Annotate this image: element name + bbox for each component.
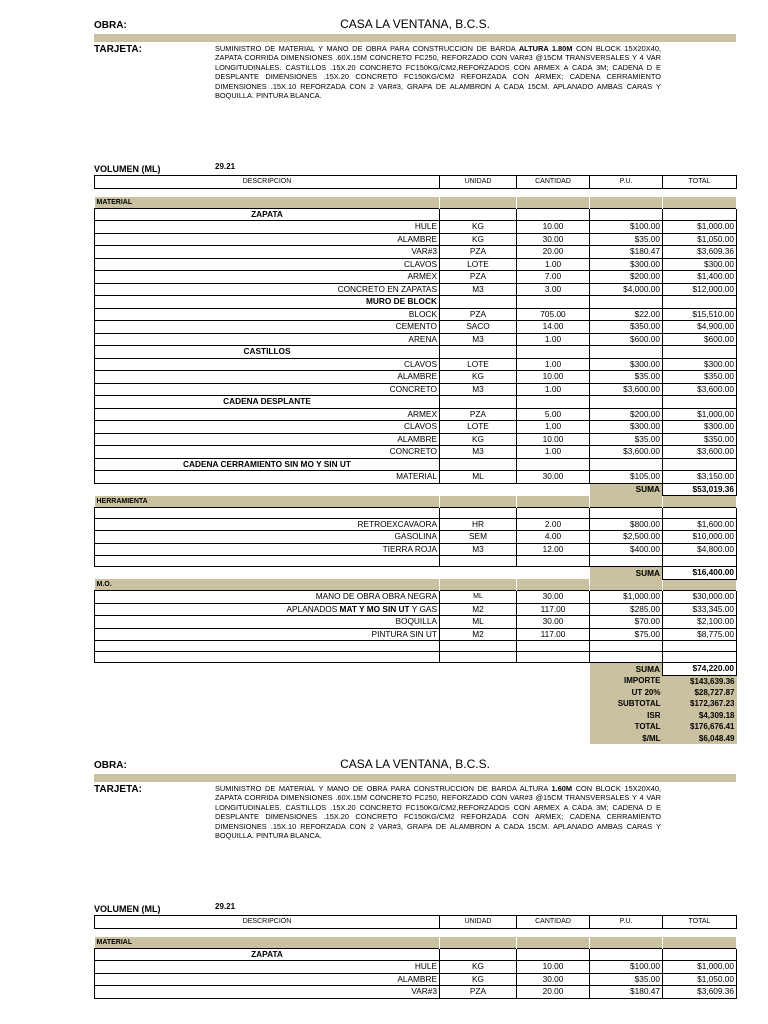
suma-mo-row xyxy=(95,663,737,676)
header-bar xyxy=(94,34,736,42)
row-total: $350.00 xyxy=(663,433,737,446)
suma-herramienta-value: $16,400.00 xyxy=(663,567,737,580)
row-pu: $100.00 xyxy=(590,221,663,234)
summary-label: ISR xyxy=(590,710,663,722)
row-pu: $800.00 xyxy=(590,518,663,531)
suma-herramienta-row xyxy=(95,567,737,580)
table-row xyxy=(95,283,737,296)
row-qty: 5.00 xyxy=(517,408,590,421)
summary-label: SUBTOTAL xyxy=(590,698,663,710)
summary-row xyxy=(95,687,737,699)
tarjeta-label: TARJETA: xyxy=(94,784,142,795)
section-label: HERRAMIENTA xyxy=(95,496,440,508)
table-row xyxy=(95,258,737,271)
row-total: $1,400.00 xyxy=(663,271,737,284)
row-pu: $200.00 xyxy=(590,408,663,421)
row-unit: M3 xyxy=(440,383,517,396)
row-unit: SEM xyxy=(440,531,517,544)
summary-label: $/ML xyxy=(590,733,663,745)
section-material xyxy=(95,197,737,209)
suma-label: SUMA xyxy=(590,567,663,580)
row-desc: BLOCK xyxy=(95,308,440,321)
row-desc: TIERRA ROJA xyxy=(95,543,440,556)
col-descripcion: DESCRIPCION xyxy=(95,176,440,189)
summary-label: UT 20% xyxy=(590,687,663,699)
row-unit: M2 xyxy=(440,603,517,616)
row-unit: ML xyxy=(440,471,517,484)
section-label: M.O. xyxy=(95,579,440,591)
row-desc: MATERIAL xyxy=(95,471,440,484)
summary-row xyxy=(95,721,737,733)
row-desc: ARMEX xyxy=(95,408,440,421)
row-total: $3,600.00 xyxy=(663,383,737,396)
row-unit: M3 xyxy=(440,543,517,556)
row-pu: $35.00 xyxy=(590,233,663,246)
row-total: $1,050.00 xyxy=(663,233,737,246)
tarjeta-description xyxy=(215,44,661,100)
row-total: $10,000.00 xyxy=(663,531,737,544)
tarjeta-block xyxy=(94,44,736,162)
subheader-cadena-cerramiento: CADENA CERRAMIENTO SIN MO Y SIN UT xyxy=(95,458,440,471)
row-pu: $300.00 xyxy=(590,358,663,371)
row-unit: LOTE xyxy=(440,258,517,271)
row-unit: KG xyxy=(440,233,517,246)
row-desc-part: APLANADOS xyxy=(286,603,340,614)
obra-title: CASA LA VENTANA, B.C.S. xyxy=(340,17,490,31)
summary-value: $6,048.49 xyxy=(663,733,737,745)
col-unidad: UNIDAD xyxy=(440,916,517,929)
row-unit: KG xyxy=(440,433,517,446)
row-desc: BOQUILLA xyxy=(95,616,440,629)
row-total: $300.00 xyxy=(663,421,737,434)
table-row xyxy=(95,358,737,371)
row-desc: VAR#3 xyxy=(95,246,440,259)
row-total: $15,510.00 xyxy=(663,308,737,321)
row-qty: 10.00 xyxy=(517,433,590,446)
row-total: $1,600.00 xyxy=(663,518,737,531)
subheader-row xyxy=(95,208,737,221)
row-pu: $200.00 xyxy=(590,271,663,284)
table-row xyxy=(95,986,737,999)
row-total: $2,100.00 xyxy=(663,616,737,629)
blank-row xyxy=(95,507,737,518)
row-qty: 4.00 xyxy=(517,531,590,544)
row-unit: LOTE xyxy=(440,421,517,434)
row-total: $300.00 xyxy=(663,258,737,271)
row-pu: $3,600.00 xyxy=(590,383,663,396)
row-unit: PZA xyxy=(440,408,517,421)
row-total: $1,000.00 xyxy=(663,408,737,421)
row-total: $12,000.00 xyxy=(663,283,737,296)
row-qty: 1.00 xyxy=(517,383,590,396)
column-header-row xyxy=(95,176,737,189)
table-row xyxy=(95,383,737,396)
summary-row xyxy=(95,710,737,722)
row-qty: 117.00 xyxy=(517,603,590,616)
row-total: $1,000.00 xyxy=(663,221,737,234)
row-pu: $300.00 xyxy=(590,258,663,271)
suma-material-row xyxy=(95,483,737,496)
row-desc: ARMEX xyxy=(95,271,440,284)
row-qty: 30.00 xyxy=(517,471,590,484)
table-row xyxy=(95,603,737,616)
subheader-castillos: CASTILLOS xyxy=(95,346,440,359)
blank-row xyxy=(95,556,737,567)
row-qty: 2.00 xyxy=(517,518,590,531)
table-row xyxy=(95,961,737,974)
row-desc: ALAMBRE xyxy=(95,433,440,446)
row-pu: $400.00 xyxy=(590,543,663,556)
row-unit: ML xyxy=(440,616,517,629)
row-pu: $180.47 xyxy=(590,246,663,259)
row-desc: RETROEXCAVAORA xyxy=(95,518,440,531)
row-unit: LOTE xyxy=(440,358,517,371)
section-herramienta xyxy=(95,496,737,508)
row-pu: $75.00 xyxy=(590,628,663,641)
row-pu: $600.00 xyxy=(590,333,663,346)
row-qty: 30.00 xyxy=(517,616,590,629)
table-row xyxy=(95,271,737,284)
tarjeta-text-part: SUMINISTRO DE MATERIAL Y MANO DE OBRA PARA CONSTRUCCION DE BARDA ALTURA xyxy=(215,784,552,793)
row-pu: $100.00 xyxy=(590,961,663,974)
subheader-muro: MURO DE BLOCK xyxy=(95,296,440,309)
volumen-value: 29.21 xyxy=(215,902,236,911)
suma-material-value: $53,019.36 xyxy=(663,483,737,496)
row-unit: PZA xyxy=(440,986,517,999)
row-total: $33,345.00 xyxy=(663,603,737,616)
row-pu: $35.00 xyxy=(590,371,663,384)
summary-rows xyxy=(95,675,737,744)
row-qty: 10.00 xyxy=(517,371,590,384)
row-unit: PZA xyxy=(440,308,517,321)
section-label: MATERIAL xyxy=(95,937,440,949)
row-total: $600.00 xyxy=(663,333,737,346)
row-pu: $70.00 xyxy=(590,616,663,629)
subheader-row xyxy=(95,948,737,961)
row-desc-bold: MAT Y MO SIN UT xyxy=(339,603,410,614)
row-desc: ARENA xyxy=(95,333,440,346)
summary-value: $176,676.41 xyxy=(663,721,737,733)
subheader-zapata: ZAPATA xyxy=(95,948,440,961)
blank-row xyxy=(95,641,737,652)
cerramiento-rows xyxy=(95,471,737,484)
row-desc: GASOLINA xyxy=(95,531,440,544)
row-unit: KG xyxy=(440,973,517,986)
table-row xyxy=(95,233,737,246)
row-total: $1,050.00 xyxy=(663,973,737,986)
row-pu: $35.00 xyxy=(590,433,663,446)
row-desc: HULE xyxy=(95,221,440,234)
table-row xyxy=(95,246,737,259)
row-qty: 14.00 xyxy=(517,321,590,334)
table-row xyxy=(95,616,737,629)
header-bar xyxy=(94,774,736,782)
section-mo xyxy=(95,579,737,591)
tarjeta-text-part: CON BLOCK 15X20X40, ZAPATA CORRIDA DIMENSIONES .60X.15M CONCRETO FC250, REFORZADO CON VAR#3 @15CM TRANSVERSALES Y 4 VAR LONGITUDINALES. CASTILLOS .15X.20 CONCRETO FC150KG/CM2,REFORZADOS CON ARMEX A CADA 3M; CADENA D E DESPLANTE DIMENSIONES .15X.20 CONCRETO FC150KG/CM2 REFORZADA CON ARMEX; CADENA CERRAMIENTO DIMENSIONES .15X.10 REFORZADA CON 2 VAR#3, GRAPA DE ALAMBRON A CADA 15CM. APLANADO AMBAS CARAS Y BOQUILLA. PINTURA BLANCA. xyxy=(215,44,662,101)
row-qty: 20.00 xyxy=(517,246,590,259)
row-qty: 7.00 xyxy=(517,271,590,284)
row-qty: 3.00 xyxy=(517,283,590,296)
obra-row xyxy=(94,757,736,774)
summary-value: $4,309.18 xyxy=(663,710,737,722)
row-qty: 30.00 xyxy=(517,973,590,986)
row-pu: $350.00 xyxy=(590,321,663,334)
row-desc: PINTURA SIN UT xyxy=(95,628,440,641)
tarjeta-text-height: 1.60M xyxy=(551,784,573,793)
obra-label: OBRA: xyxy=(94,20,127,31)
subheader-row xyxy=(95,346,737,359)
row-pu: $180.47 xyxy=(590,986,663,999)
row-desc: HULE xyxy=(95,961,440,974)
row-unit: M3 xyxy=(440,333,517,346)
volumen-value: 29.21 xyxy=(215,162,236,171)
section-label: MATERIAL xyxy=(95,197,440,209)
row-total: $1,000.00 xyxy=(663,961,737,974)
obra-row xyxy=(94,17,736,34)
sheet-1 xyxy=(94,17,736,744)
castillos-rows xyxy=(95,358,737,396)
row-total: $8,775.00 xyxy=(663,628,737,641)
row-qty: 1.00 xyxy=(517,258,590,271)
row-desc: CONCRETO xyxy=(95,446,440,459)
row-desc-part: Y GAS xyxy=(409,603,437,614)
row-desc: MANO DE OBRA OBRA NEGRA xyxy=(95,591,440,604)
row-total: $3,609.36 xyxy=(663,986,737,999)
col-cantidad: CANTIDAD xyxy=(517,916,590,929)
volumen-row xyxy=(94,902,736,914)
row-pu: $1,000.00 xyxy=(590,591,663,604)
table-row xyxy=(95,543,737,556)
table-row xyxy=(95,221,737,234)
col-unidad: UNIDAD xyxy=(440,176,517,189)
row-total: $3,150.00 xyxy=(663,471,737,484)
row-pu: $3,600.00 xyxy=(590,446,663,459)
suma-label: SUMA xyxy=(590,483,663,496)
row-unit: M3 xyxy=(440,283,517,296)
tarjeta-description xyxy=(215,784,661,840)
col-total: TOTAL xyxy=(663,916,737,929)
row-desc: CONCRETO EN ZAPATAS xyxy=(95,283,440,296)
subheader-zapata: ZAPATA xyxy=(95,208,440,221)
table-row xyxy=(95,591,737,604)
row-desc: ALAMBRE xyxy=(95,973,440,986)
desplante-rows xyxy=(95,408,737,458)
row-unit: KG xyxy=(440,371,517,384)
table-row xyxy=(95,471,737,484)
row-unit: PZA xyxy=(440,246,517,259)
column-header-row xyxy=(95,916,737,929)
subheader-cadena-desplante: CADENA DESPLANTE xyxy=(95,396,440,409)
table-row xyxy=(95,333,737,346)
table-row xyxy=(95,308,737,321)
table-row xyxy=(95,973,737,986)
row-unit: ML xyxy=(440,591,517,604)
row-unit: M3 xyxy=(440,446,517,459)
row-pu: $4,000.00 xyxy=(590,283,663,296)
row-qty: 12.00 xyxy=(517,543,590,556)
row-total: $30,000.00 xyxy=(663,591,737,604)
spacer-row xyxy=(95,188,737,197)
suma-mo-value: $74,220.00 xyxy=(663,663,737,676)
tarjeta-block xyxy=(94,784,736,902)
row-total: $3,609.36 xyxy=(663,246,737,259)
row-pu: $105.00 xyxy=(590,471,663,484)
row-qty: 10.00 xyxy=(517,961,590,974)
col-descripcion: DESCRIPCION xyxy=(95,916,440,929)
summary-label: IMPORTE xyxy=(590,675,663,687)
summary-value: $28,727.87 xyxy=(663,687,737,699)
table-row xyxy=(95,446,737,459)
table-row xyxy=(95,371,737,384)
volumen-label: VOLUMEN (ML) xyxy=(94,164,161,174)
row-pu: $285.00 xyxy=(590,603,663,616)
subheader-row xyxy=(95,396,737,409)
row-pu: $22.00 xyxy=(590,308,663,321)
row-total: $4,800.00 xyxy=(663,543,737,556)
row-pu: $35.00 xyxy=(590,973,663,986)
zapata-rows xyxy=(95,961,737,999)
cost-table xyxy=(94,915,737,999)
row-qty: 117.00 xyxy=(517,628,590,641)
row-pu: $2,500.00 xyxy=(590,531,663,544)
summary-value: $143,639.36 xyxy=(663,675,737,687)
row-unit: HR xyxy=(440,518,517,531)
summary-row xyxy=(95,675,737,687)
spacer-row xyxy=(95,928,737,937)
blank-row xyxy=(95,652,737,663)
col-total: TOTAL xyxy=(663,176,737,189)
row-unit: KG xyxy=(440,221,517,234)
row-unit: SACO xyxy=(440,321,517,334)
cost-table xyxy=(94,175,737,744)
volumen-row xyxy=(94,162,736,174)
tarjeta-text-height: ALTURA 1.80M xyxy=(518,44,573,53)
col-pu: P.U. xyxy=(590,176,663,189)
row-desc: CLAVOS xyxy=(95,258,440,271)
herramienta-rows xyxy=(95,518,737,556)
row-desc: VAR#3 xyxy=(95,986,440,999)
section-material xyxy=(95,937,737,949)
table-row xyxy=(95,408,737,421)
suma-label: SUMA xyxy=(590,663,663,676)
sheet-2 xyxy=(94,757,736,999)
row-qty: 1.00 xyxy=(517,333,590,346)
table-row xyxy=(95,421,737,434)
row-total: $4,900.00 xyxy=(663,321,737,334)
row-qty: 30.00 xyxy=(517,591,590,604)
row-pu: $300.00 xyxy=(590,421,663,434)
row-desc: CLAVOS xyxy=(95,358,440,371)
col-pu: P.U. xyxy=(590,916,663,929)
row-qty: 30.00 xyxy=(517,233,590,246)
volumen-label: VOLUMEN (ML) xyxy=(94,904,161,914)
row-qty: 1.00 xyxy=(517,446,590,459)
tarjeta-label: TARJETA: xyxy=(94,44,142,55)
row-qty: 10.00 xyxy=(517,221,590,234)
row-qty: 1.00 xyxy=(517,358,590,371)
row-unit: KG xyxy=(440,961,517,974)
row-desc: CONCRETO xyxy=(95,383,440,396)
table-row xyxy=(95,433,737,446)
row-qty: 20.00 xyxy=(517,986,590,999)
row-unit: PZA xyxy=(440,271,517,284)
row-desc: ALAMBRE xyxy=(95,371,440,384)
row-desc: CLAVOS xyxy=(95,421,440,434)
row-total: $300.00 xyxy=(663,358,737,371)
row-desc: ALAMBRE xyxy=(95,233,440,246)
row-total: $350.00 xyxy=(663,371,737,384)
muro-rows xyxy=(95,308,737,346)
zapata-rows xyxy=(95,221,737,296)
summary-row xyxy=(95,698,737,710)
row-desc xyxy=(95,603,440,616)
row-unit: M2 xyxy=(440,628,517,641)
row-total: $3,600.00 xyxy=(663,446,737,459)
summary-row xyxy=(95,733,737,745)
row-qty: 705.00 xyxy=(517,308,590,321)
col-cantidad: CANTIDAD xyxy=(517,176,590,189)
subheader-row xyxy=(95,458,737,471)
tarjeta-text-part: CON BLOCK 15X20X40, ZAPATA CORRIDA DIMENSIONES .60X.15M CONCRETO FC250, REFORZADO CON VAR#3 @15CM TRANSVERSALES Y 4 VAR LONGITUDINALES. CASTILLOS .15X.20 CONCRETO FC150KG/CM2,REFORZADOS CON ARMEX A CADA 3M; CADENA D E DESPLANTE DIMENSIONES .15X.20 CONCRETO FC150KG/CM2 REFORZADA CON ARMEX; CADENA CERRAMIENTO DIMENSIONES .15X.10 REFORZADA CON 2 VAR#3, GRAPA DE ALAMBRON A CADA 15CM. APLANADO AMBAS CARAS Y BOQUILLA. PINTURA BLANCA. xyxy=(215,784,661,841)
table-row xyxy=(95,628,737,641)
row-desc: CEMENTO xyxy=(95,321,440,334)
tarjeta-text-part: SUMINISTRO DE MATERIAL Y MANO DE OBRA PARA CONSTRUCCION DE BARDA xyxy=(215,44,519,53)
subheader-row xyxy=(95,296,737,309)
table-row xyxy=(95,531,737,544)
obra-label: OBRA: xyxy=(94,760,127,771)
summary-label: TOTAL xyxy=(590,721,663,733)
obra-title: CASA LA VENTANA, B.C.S. xyxy=(340,757,490,771)
table-row xyxy=(95,321,737,334)
row-qty: 1.00 xyxy=(517,421,590,434)
summary-value: $172,367.23 xyxy=(663,698,737,710)
table-row xyxy=(95,518,737,531)
